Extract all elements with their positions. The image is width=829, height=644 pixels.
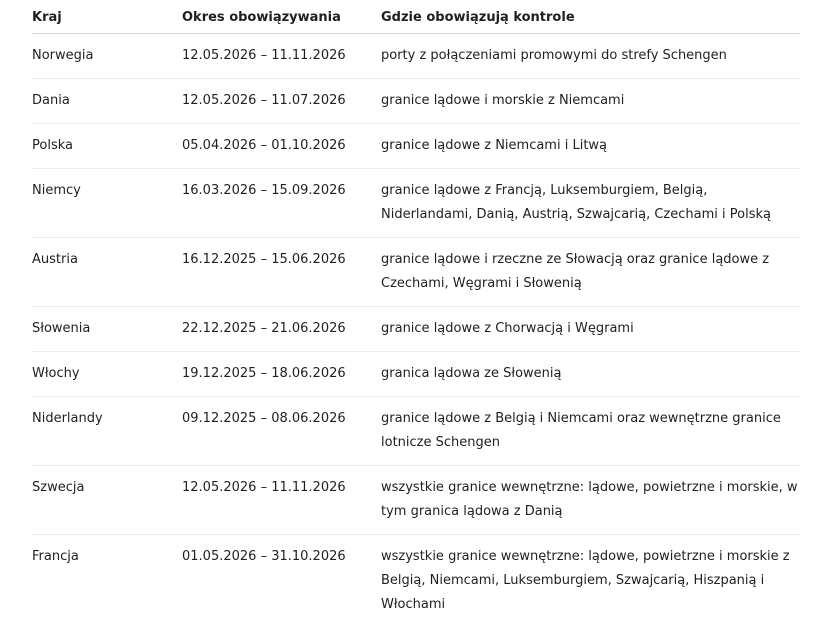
cell-period: 05.04.2026 – 01.10.2026 (182, 124, 381, 169)
table-header (32, 0, 800, 34)
cell-country: Niderlandy (32, 397, 182, 466)
cell-period: 12.05.2026 – 11.11.2026 (182, 466, 381, 535)
header-period: Okres obowiązywania (182, 0, 381, 34)
table-row (32, 307, 800, 352)
header-row (32, 0, 800, 34)
cell-where: granice lądowe z Niemcami i Litwą (381, 124, 800, 169)
table-row (32, 79, 800, 124)
table-row (32, 34, 800, 79)
cell-where: granice lądowe z Belgią i Niemcami oraz wewnętrzne granice lotnicze Schengen (381, 397, 800, 466)
cell-period: 19.12.2025 – 18.06.2026 (182, 352, 381, 397)
table-row (32, 466, 800, 535)
cell-country: Słowenia (32, 307, 182, 352)
header-country: Kraj (32, 0, 182, 34)
table-row (32, 124, 800, 169)
cell-where: granice lądowe z Chorwacją i Węgrami (381, 307, 800, 352)
cell-period: 12.05.2026 – 11.11.2026 (182, 34, 381, 79)
table-row (32, 352, 800, 397)
table-row (32, 238, 800, 307)
cell-where: wszystkie granice wewnętrzne: lądowe, powietrzne i morskie, w tym granica lądowa z Danią (381, 466, 800, 535)
cell-period: 16.12.2025 – 15.06.2026 (182, 238, 381, 307)
cell-period: 16.03.2026 – 15.09.2026 (182, 169, 381, 238)
table-row (32, 397, 800, 466)
header-where: Gdzie obowiązują kontrole (381, 0, 800, 34)
table-body (32, 34, 800, 628)
cell-where: porty z połączeniami promowymi do strefy Schengen (381, 34, 800, 79)
border-controls-table (32, 0, 800, 627)
cell-period: 22.12.2025 – 21.06.2026 (182, 307, 381, 352)
cell-country: Niemcy (32, 169, 182, 238)
cell-country: Austria (32, 238, 182, 307)
cell-period: 01.05.2026 – 31.10.2026 (182, 549, 346, 564)
cell-where: granice lądowe i morskie z Niemcami (381, 79, 800, 124)
cell-where: granice lądowe z Francją, Luksemburgiem, Belgią, Niderlandami, Danią, Austrią, Szwajcarią, Czechami i Polską (381, 169, 800, 238)
cell-country: Francja (32, 549, 79, 564)
cell-period: 12.05.2026 – 11.07.2026 (182, 79, 381, 124)
cell-where: granice lądowe i rzeczne ze Słowacją oraz granice lądowe z Czechami, Węgrami i Słowenią (381, 238, 800, 307)
cell-country: Norwegia (32, 34, 182, 79)
table-row (32, 535, 800, 628)
cell-country: Włochy (32, 352, 182, 397)
table-row (32, 169, 800, 238)
cell-where: wszystkie granice wewnętrzne: lądowe, powietrzne i morskie z Belgią, Niemcami, Luksemburgiem, Szwajcarią, Hiszpanią i Włochami (381, 549, 790, 612)
cell-period: 09.12.2025 – 08.06.2026 (182, 397, 381, 466)
cell-country: Polska (32, 124, 182, 169)
border-controls-table-container (32, 0, 800, 627)
cell-where: granica lądowa ze Słowenią (381, 352, 800, 397)
cell-country: Dania (32, 79, 182, 124)
cell-country: Szwecja (32, 466, 182, 535)
